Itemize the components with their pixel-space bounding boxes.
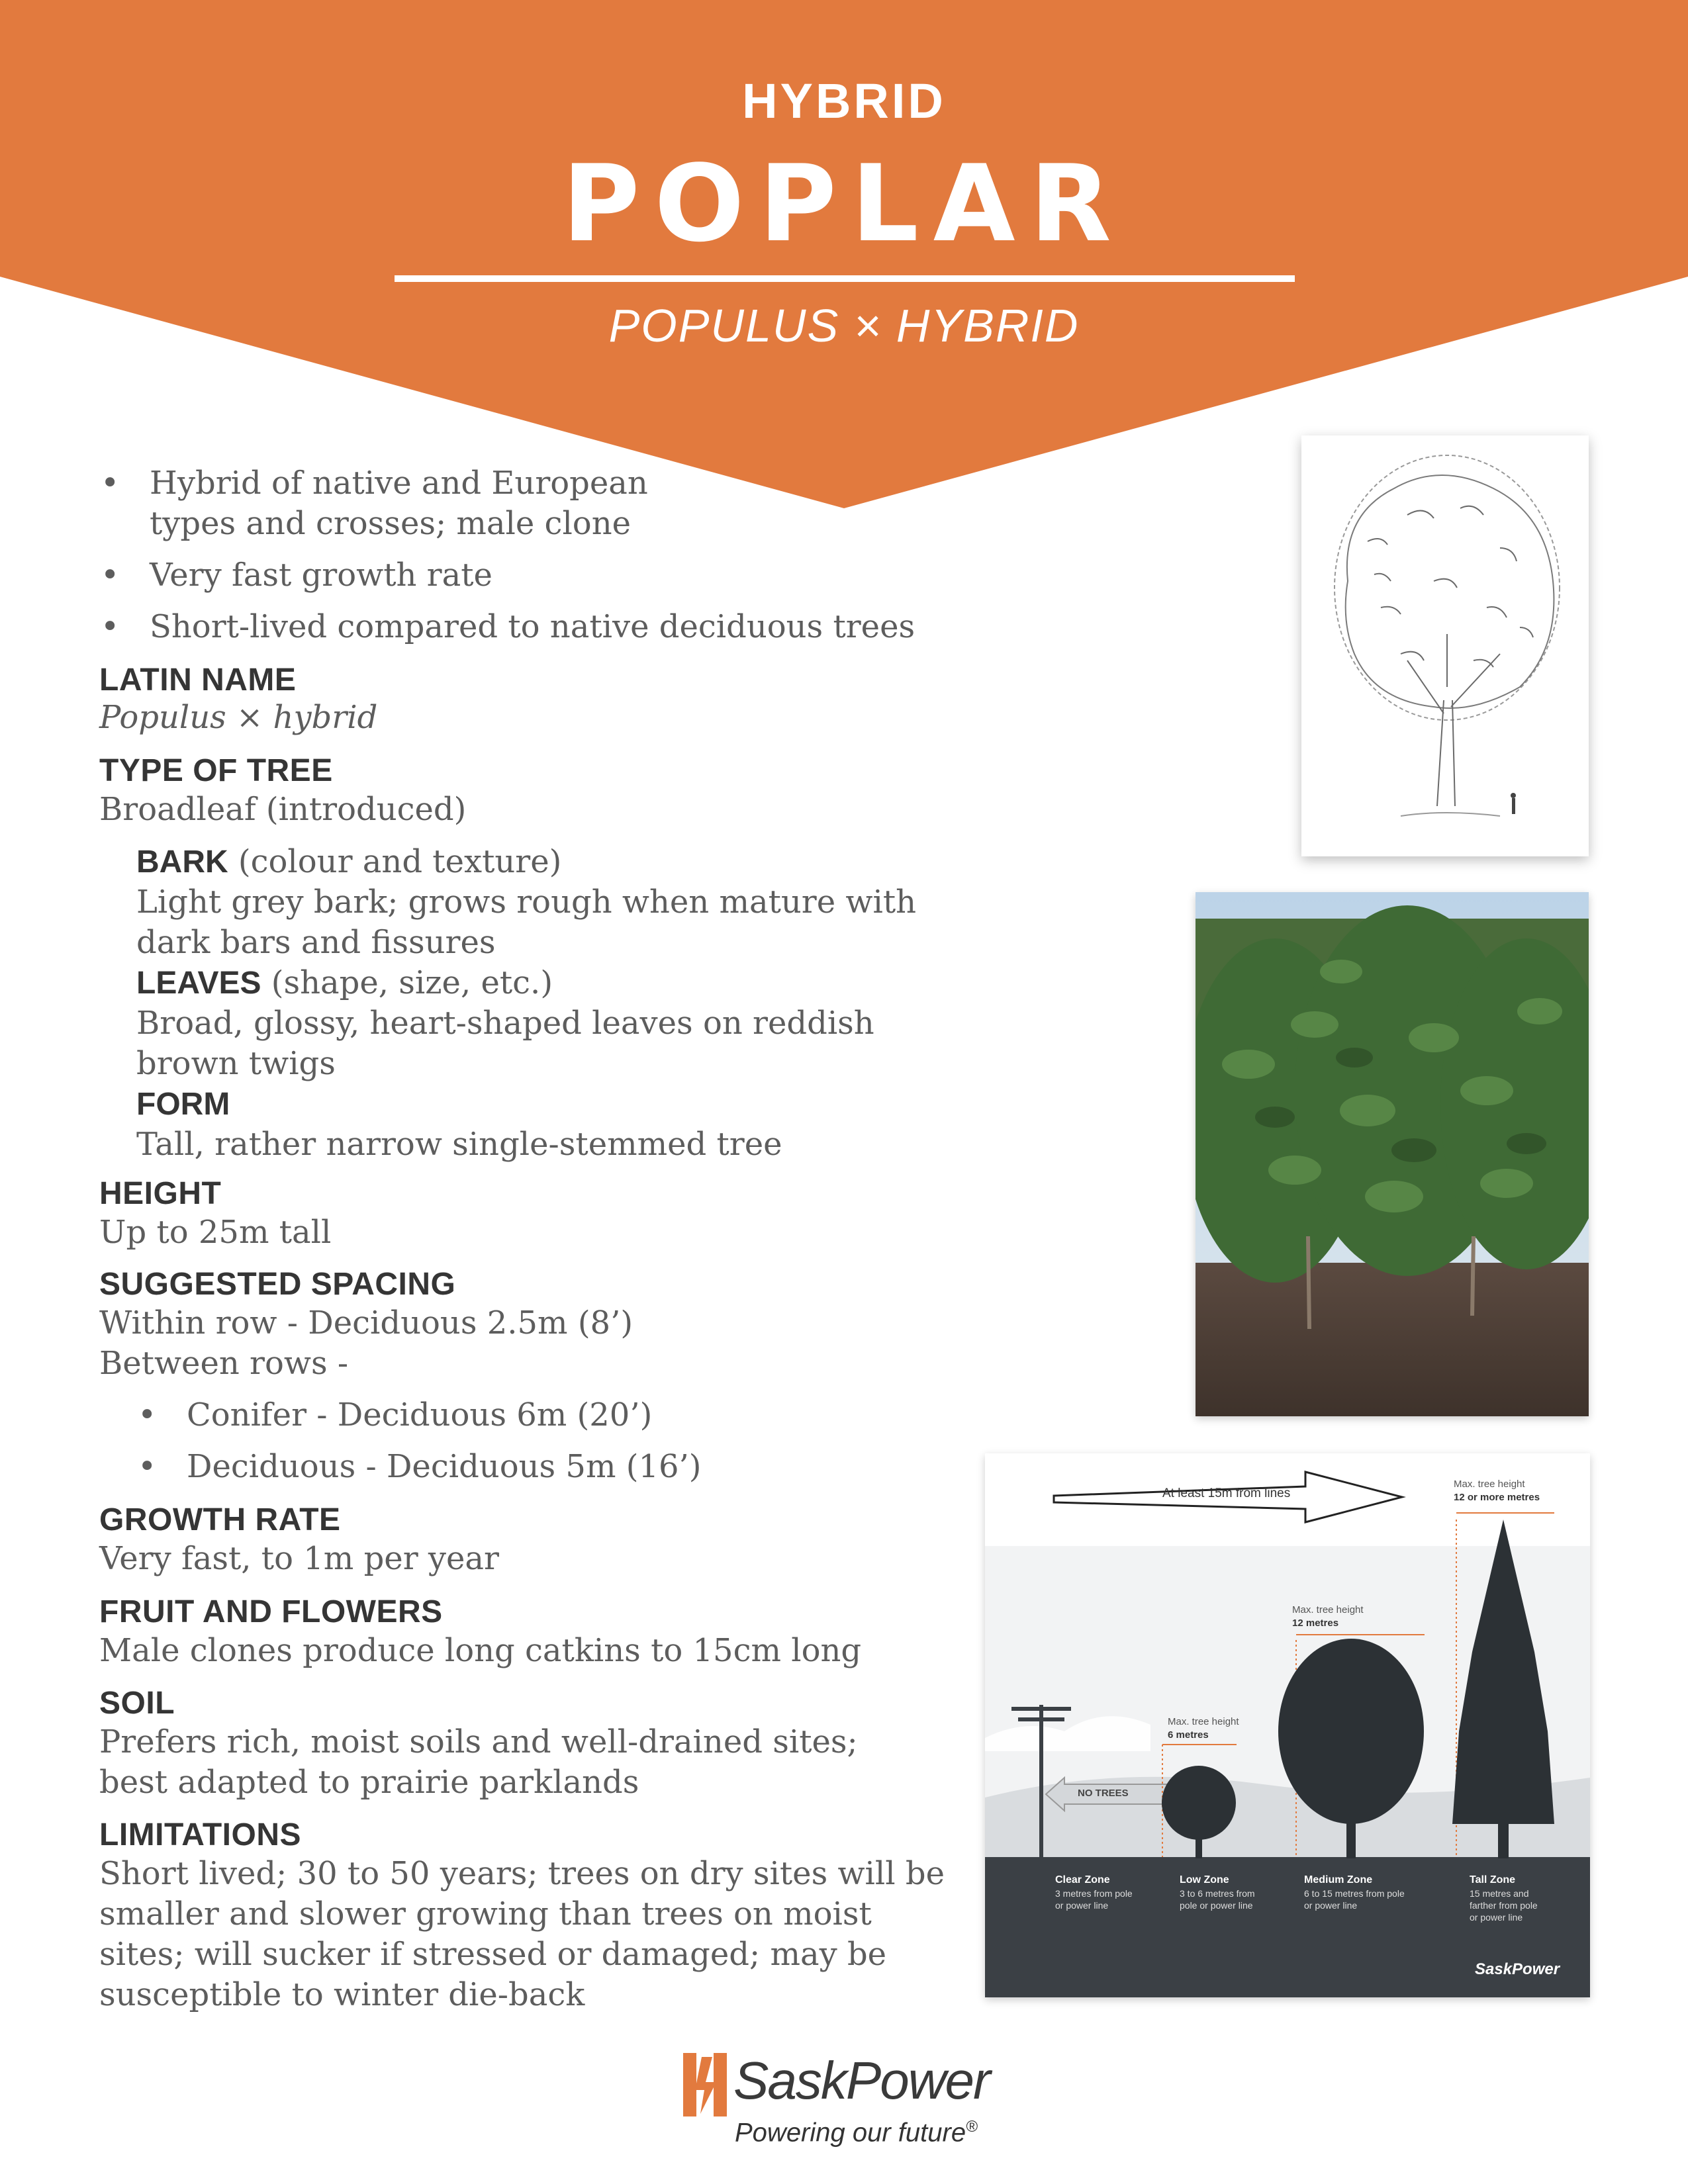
height-value: Up to 25m tall [99, 1214, 332, 1251]
spacing-item: • Deciduous - Deciduous 5m (16’) [136, 1447, 702, 1487]
low-max-label: Max. tree height [1168, 1716, 1239, 1727]
medium-max-label: Max. tree height [1292, 1604, 1364, 1615]
tall-max-label: Max. tree height [1454, 1479, 1525, 1490]
page-subtitle: POPULUS × HYBRID [608, 300, 1080, 351]
tall-max-value: 12 or more metres [1454, 1492, 1540, 1503]
spacing-list [136, 1395, 702, 1498]
leaves-value: Broad, glossy, heart-shaped leaves on reddish brown twigs [136, 1005, 874, 1082]
header-kicker: HYBRID [742, 73, 946, 128]
low-max-value: 6 metres [1168, 1729, 1209, 1741]
zone-tall: Tall Zone 15 metres and farther from pole or power line [1470, 1874, 1538, 1923]
intro-bullet: • Short-lived compared to native deciduous trees [99, 607, 927, 647]
zone-medium: Medium Zone 6 to 15 metres from pole or power line [1304, 1874, 1405, 1911]
form-value: Tall, rather narrow single-stemmed tree [136, 1126, 782, 1163]
spacing-within: Within row - Deciduous 2.5m (8’) [99, 1304, 633, 1342]
soil-value: Prefers rich, moist soils and well-drained sites; best adapted to prairie parklands [99, 1723, 858, 1801]
zone-arrow-label: At least 15m from lines [1162, 1486, 1291, 1500]
title-divider [395, 275, 1295, 282]
growth-value: Very fast, to 1m per year [99, 1540, 499, 1577]
zone-low: Low Zone 3 to 6 metres from pole or power line [1180, 1874, 1255, 1911]
limitations-value: Short lived; 30 to 50 years; trees on dry sites will be smaller and slower growing than trees on moist sites; will sucker if stressed or damaged; may be susceptible to winter die-back [99, 1855, 945, 2013]
intro-list [99, 463, 927, 659]
no-trees-label: NO TREES [1078, 1788, 1129, 1799]
height-heading: HEIGHT [99, 1176, 222, 1211]
fruit-value: Male clones produce long catkins to 15cm long [99, 1632, 862, 1669]
spacing-between: Between rows - [99, 1345, 349, 1382]
bark-heading: BARK (colour and texture) [136, 843, 562, 880]
zone-clear: Clear Zone 3 metres from pole or power line [1055, 1874, 1133, 1911]
saskpower-logo [682, 2050, 1013, 2156]
growth-heading: GROWTH RATE [99, 1502, 341, 1537]
intro-bullet: • Very fast growth rate [99, 555, 927, 596]
poplar-photo [1196, 892, 1589, 1416]
power-line-zone-diagram [985, 1453, 1590, 1997]
fruit-heading: FRUIT AND FLOWERS [99, 1594, 443, 1629]
tree-type-value: Broadleaf (introduced) [99, 791, 467, 828]
soil-heading: SOIL [99, 1686, 175, 1721]
latin-name-value: Populus × hybrid [99, 699, 378, 736]
footer-tagline: Powering our future® [735, 2118, 978, 2148]
latin-name-heading: LATIN NAME [99, 662, 297, 698]
tree-sketch-image [1301, 435, 1589, 856]
intro-bullet: • Hybrid of native and European types and crosses; male clone [99, 463, 712, 544]
spacing-item: • Conifer - Deciduous 6m (20’) [136, 1395, 702, 1435]
tree-features [136, 842, 964, 1165]
tree-type-heading: TYPE OF TREE [99, 753, 333, 788]
medium-max-value: 12 metres [1292, 1617, 1339, 1629]
form-heading: FORM [136, 1087, 230, 1122]
leaves-heading: LEAVES (shape, size, etc.) [136, 964, 553, 1001]
spacing-heading: SUGGESTED SPACING [99, 1267, 456, 1302]
bark-value: Light grey bark; grows rough when mature with dark bars and fissures [136, 884, 917, 961]
page-title: POPLAR [562, 142, 1126, 265]
footer-brand: SaskPower [733, 2051, 990, 2110]
diagram-brand: SaskPower [1475, 1960, 1560, 1978]
limitations-heading: LIMITATIONS [99, 1817, 302, 1852]
lightning-bolt-icon [682, 2053, 728, 2116]
